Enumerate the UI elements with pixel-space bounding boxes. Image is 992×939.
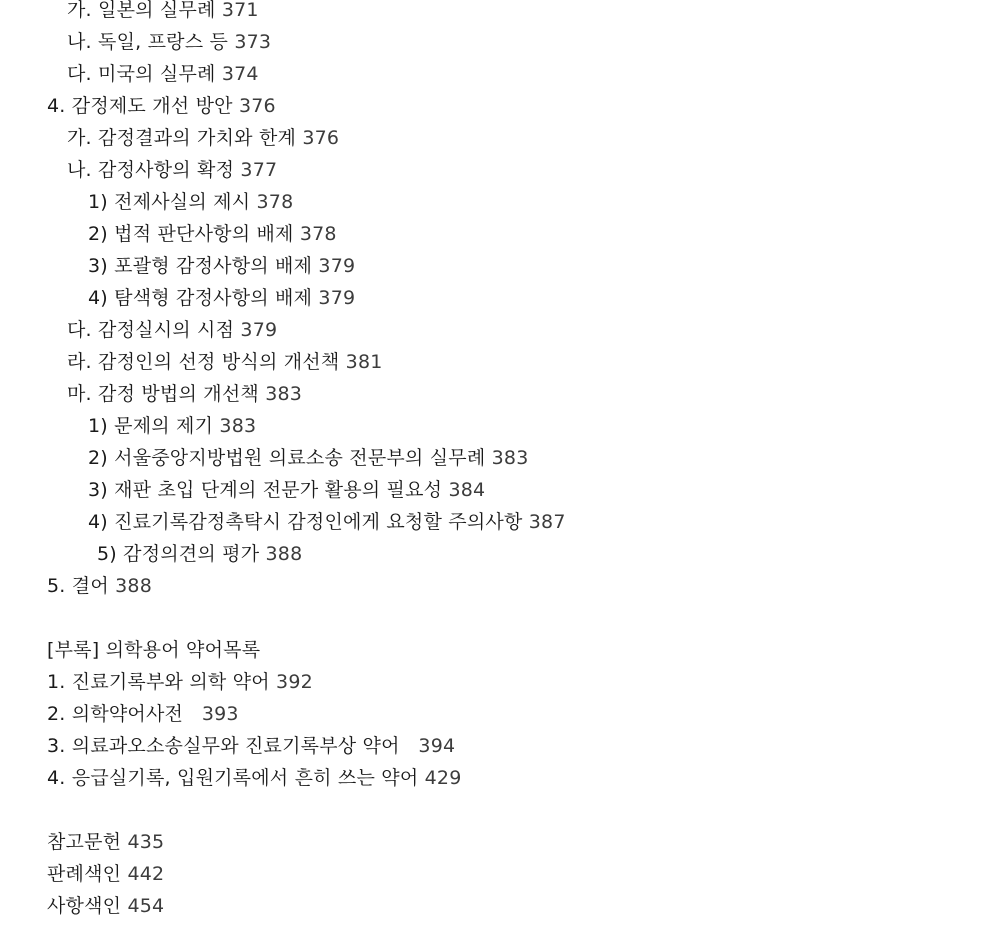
toc-entry-title: 1. 진료기록부와 의학 약어 bbox=[47, 671, 270, 693]
toc-entry bbox=[0, 186, 992, 218]
toc-entry-title: 다. 감정실시의 시점 bbox=[67, 319, 235, 341]
toc-page-number: 376 bbox=[302, 127, 340, 149]
toc-entry-title: 5) 감정의견의 평가 bbox=[97, 543, 260, 565]
toc-entry bbox=[0, 730, 992, 762]
toc-entry-title: 2) 법적 판단사항의 배제 bbox=[88, 223, 294, 245]
toc-entry bbox=[0, 410, 992, 442]
toc-page-number: 387 bbox=[528, 511, 566, 533]
toc-entry-title: 3. 의료과오소송실무와 진료기록부상 약어 bbox=[47, 735, 400, 757]
toc-entry bbox=[0, 858, 992, 890]
toc-entry-title: 2. 의학약어사전 bbox=[47, 703, 184, 725]
toc-page-number: 384 bbox=[448, 479, 486, 501]
toc-page-number: 392 bbox=[276, 671, 313, 693]
toc-entry bbox=[0, 58, 992, 90]
spacer bbox=[0, 794, 992, 826]
toc-page-number: 383 bbox=[491, 447, 529, 469]
toc-entry bbox=[0, 26, 992, 58]
toc-entry-title: 4) 탐색형 감정사항의 배제 bbox=[88, 287, 313, 309]
toc-page-number: 377 bbox=[240, 159, 278, 181]
toc-page-number: 383 bbox=[219, 415, 257, 437]
toc-entry-title: [부록] 의학용어 약어목록 bbox=[47, 639, 261, 661]
spacer bbox=[0, 602, 992, 634]
toc-page-number: 388 bbox=[115, 575, 153, 597]
toc-entry-title: 마. 감정 방법의 개선책 bbox=[67, 383, 259, 405]
toc-page-number: 393 bbox=[189, 703, 239, 725]
toc-page-number: 374 bbox=[221, 63, 259, 85]
toc-entry-title: 1) 전제사실의 제시 bbox=[88, 191, 251, 213]
toc-entry-title: 가. 감정결과의 가치와 한계 bbox=[67, 127, 297, 149]
toc-page-number: 442 bbox=[127, 863, 165, 885]
toc-entry-title: 참고문헌 bbox=[47, 831, 122, 853]
toc-page-number: 388 bbox=[265, 543, 303, 565]
toc-entry bbox=[0, 314, 992, 346]
toc-page-number: 435 bbox=[127, 831, 165, 853]
toc-entry bbox=[0, 762, 992, 794]
toc-entry bbox=[0, 538, 992, 570]
toc-entry-title: 2) 서울중앙지방법원 의료소송 전문부의 실무례 bbox=[88, 447, 486, 469]
toc-entry bbox=[0, 122, 992, 154]
toc-page-number: 378 bbox=[299, 223, 337, 245]
toc-entry-title: 1) 문제의 제기 bbox=[88, 415, 214, 437]
toc-page-number: 379 bbox=[318, 287, 356, 309]
toc-page-number: 371 bbox=[221, 0, 259, 21]
toc-page-number: 376 bbox=[238, 95, 276, 117]
toc-entry-title: 다. 미국의 실무례 bbox=[67, 63, 216, 85]
toc-entry-title: 나. 독일, 프랑스 등 bbox=[67, 31, 229, 53]
toc-entry-title: 5. 결어 bbox=[47, 575, 109, 597]
toc-entry bbox=[0, 474, 992, 506]
toc-entry-title: 3) 재판 초입 단계의 전문가 활용의 필요성 bbox=[88, 479, 443, 501]
toc-entry bbox=[0, 666, 992, 698]
toc-page-number: 379 bbox=[318, 255, 356, 277]
toc-entry-title: 판례색인 bbox=[47, 863, 122, 885]
toc-entry bbox=[0, 442, 992, 474]
toc-page-number: 373 bbox=[234, 31, 272, 53]
toc-entry-title: 사항색인 bbox=[47, 895, 122, 917]
toc-entry-title: 나. 감정사항의 확정 bbox=[67, 159, 235, 181]
toc-entry bbox=[0, 346, 992, 378]
toc-entry bbox=[0, 698, 992, 730]
toc-entry bbox=[0, 0, 992, 26]
toc-entry-title: 라. 감정인의 선정 방식의 개선책 bbox=[67, 351, 340, 373]
toc-page-number: 429 bbox=[424, 767, 462, 789]
toc-entry bbox=[0, 90, 992, 122]
toc-entry bbox=[0, 282, 992, 314]
toc-entry-title: 4) 진료기록감정촉탁시 감정인에게 요청할 주의사항 bbox=[88, 511, 523, 533]
toc-page-number: 394 bbox=[405, 735, 456, 757]
toc-entry-title: 4. 감정제도 개선 방안 bbox=[47, 95, 233, 117]
toc-entry bbox=[0, 250, 992, 282]
toc-entry bbox=[0, 378, 992, 410]
appendix-heading bbox=[0, 634, 992, 666]
toc-entry bbox=[0, 218, 992, 250]
toc-page-number: 379 bbox=[240, 319, 278, 341]
toc-page-number: 381 bbox=[345, 351, 383, 373]
toc-page-number: 383 bbox=[265, 383, 303, 405]
toc-entry-title: 4. 응급실기록, 입원기록에서 흔히 쓰는 약어 bbox=[47, 767, 419, 789]
toc-entry bbox=[0, 826, 992, 858]
toc-entry bbox=[0, 570, 992, 602]
toc-entry-title: 3) 포괄형 감정사항의 배제 bbox=[88, 255, 313, 277]
toc-page-number: 454 bbox=[127, 895, 165, 917]
toc-entry bbox=[0, 154, 992, 186]
toc-entry bbox=[0, 890, 992, 922]
toc-entry-title: 가. 일본의 실무례 bbox=[67, 0, 216, 21]
toc-page-number: 378 bbox=[256, 191, 294, 213]
toc-entry bbox=[0, 506, 992, 538]
